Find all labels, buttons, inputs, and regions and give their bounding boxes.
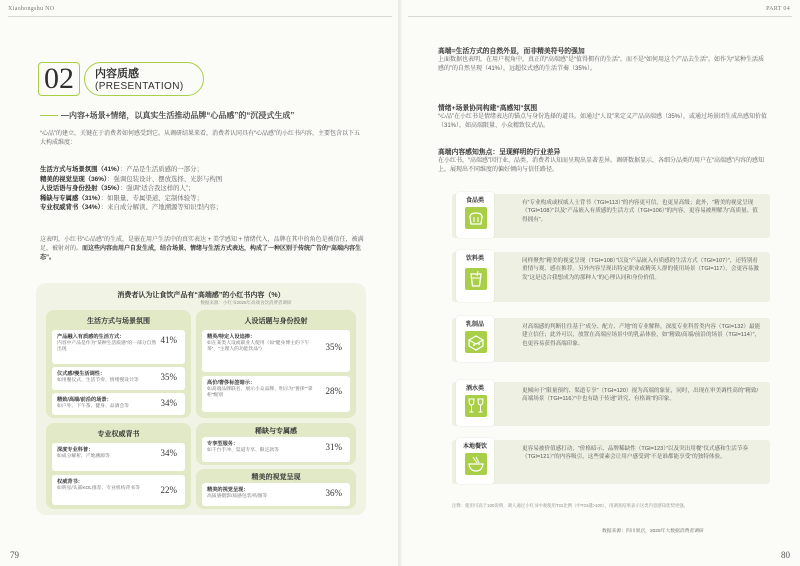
item-title: 专享型服务： [207,441,239,447]
category-text: 同样聚焦“精美的视觉呈现（TGI=108）”以及“产品嵌入有质感的生活方式（TGI=107）”，还特别看重情与观、感在推荐。另外内容呈现出特定职业或精英人群的使用场景（TGI=117），会更容易激发“这是适合我想成为的那种人”的心理认同和身份价值。 [522,258,759,281]
item-title: 权威背书： [57,479,83,485]
subhead-rule [40,115,58,116]
item-title: 精致/高端/前沿的场景： [57,397,112,403]
survey-figure [36,283,366,515]
wine-icon [465,395,487,417]
item-title: 深度专业科普： [57,447,94,453]
figure-item [52,330,185,364]
dimension-item: 稀缺与专属感（31%）：如限量、专属渠道、定制体验等； [40,194,203,202]
right-paragraph: “心品”在小红书是情绪表达的锚点与身份选择的道具。如通过“人设”来定义产品高端感（35%），或通过场景团生成出感知价值（31%），如高端限量、小众精致仪式品。 [438,114,768,129]
bread-icon [465,207,487,229]
right-heading: 高端内容感知焦点：呈现鲜明的行业差异 [438,149,561,156]
summary-plain: 这表明，小红书“心品感”的生成，是嵌在用户生活中的真实表达 + 美学感知 + 情绪代入，品牌在其中的角色是被信任，被满足，被射对的。 [40,237,364,252]
category-label: 酒水类 [465,386,484,392]
dimension-item: 生活方式与场景氛围（41%）：产品是生活质感的一部分； [40,166,203,173]
category-card [452,382,770,426]
subhead-text: —内容+场景+情绪，以真实生活推动品牌“心品感”的“沉浸式生成” [61,111,295,120]
section-subheading [40,110,294,121]
panel-authority [46,423,191,509]
category-label: 食品类 [465,198,484,204]
section-title-cn: 内容质感 [95,68,139,80]
category-icon-tile [456,192,494,238]
item-title: 精英/特定人设追捧： [207,334,256,340]
panel-header: 专业权威背书 [97,431,140,438]
item-percent: 41% [160,335,177,345]
panel-header: 稀缺与专属感 [255,428,297,435]
category-icon-tile [456,438,494,484]
right-heading: 高端=生活方式的自然外显，而非精美符号的强加 [438,48,585,55]
right-paragraph: 上面数据也表明，在用户视角中，真正的“高端感”是“值得拥有的生活”，而不是“如何用这个产品去生活”。如作为“某种生活质感的”的自然呈现（41%），远超仪式感的生活节奏（35%）。 [438,57,764,72]
item-percent: 31% [325,442,342,452]
panel-header: 人设话题与身份投射 [244,318,308,325]
bowl-icon [465,453,487,475]
section-number: 02 [38,62,80,96]
item-desc: 如明星/头部KOL推荐、专业机构背书等 [57,486,140,491]
category-icon-tile [456,380,494,426]
category-icon-tile [456,316,494,362]
summary-bold: 而这些内容由用户自发生成，结合场景、情绪与生活方式表达，构成了一种区别于传统广告的“高端内容生态”。 [40,246,362,261]
category-text: 更倾向于“限量预约、渠道专享”（TGI=120）视为高端的象征，同时，出现在审美调性高的“精致/高端场景（TGI=116）”中也有助于传递“讲究、有格调”的印象。 [522,388,759,403]
item-title: 高价/奢侈标签暗示： [207,380,256,386]
item-percent: 22% [160,485,177,495]
figure-item [202,483,350,506]
category-label: 乳制品 [465,322,484,328]
section-title [84,62,204,96]
category-card [452,440,770,484]
figure-item [202,330,350,372]
item-percent: 34% [160,448,177,458]
category-card [452,194,770,238]
item-percent: 34% [160,398,177,408]
item-title: 精美的视觉呈现： [207,487,249,493]
footnote: 注释：使用可高于100说明，调人通过小红书中观使用TGI比例（中TGI越>100），用调查结果表示这类内容感知优势更强。 [452,503,689,508]
item-desc: 如成分解析、产地溯源等 [57,454,110,459]
category-text: 更容易被价值感打动，“价格暗示、品牌稀缺性（TGI=123）”以及突出用餐“仪式感和生活节奏（TGI=121）”的内容吸引，这些要素会让用户感受到“不是谁都能享受”的独特体验。 [522,446,749,461]
right-paragraph: 在小红书，“高端感”因行业、品类、消费者认知而呈现出显著差异。调研数据显示，各细分品类的用户在“高端感”内容的感知上，展现出不同维度的偏好倾向与信任路径。 [438,158,764,173]
figure-item [52,475,185,505]
source-line: 数据来源：四川果店，2025年大数据消费者调研 [602,529,704,534]
item-desc: 高质感摄影/质感包装/构图等 [207,494,268,499]
cup-icon [465,268,487,290]
figure-item [52,393,185,415]
item-desc: 如高端品牌联名、展示小众品牌、明示为“奢侈”“掌柜”级别 [207,387,313,399]
category-text: 对高端感的判断往往基于“成分、配方、产地”的专业解释，深度专业科普类内容（TGI=132）最能建立信任；此外可以，放置在高端应场景中的乳品体验，如“精致/高端/前沿的场景（TGI=114）”，也更容易获得高端印象。 [522,324,761,347]
milk-icon [465,331,487,353]
category-label: 本地餐饮 [462,444,487,450]
panel-lifestyle [46,310,191,418]
item-percent: 36% [325,488,342,498]
figure-note: 数据来源：小红书2025年高端食饮消费者调研 [200,300,292,305]
page-number-left: 79 [10,550,19,560]
category-card [452,318,770,362]
category-card [452,252,770,302]
running-head-right: PART 04 [766,6,790,12]
item-percent: 35% [325,342,342,352]
header-rule-left [8,16,392,17]
page-gutter [398,0,402,566]
running-head-left: Xiaohongshu NO [8,6,55,12]
dimension-list [40,165,300,213]
summary-paragraph [40,236,365,263]
header-rule-right [408,16,792,17]
figure-title: 消费者认为让食饮产品有“高端感”的小红书内容（%） [117,292,285,299]
figure-item [202,437,350,462]
figure-item [52,367,185,390]
item-desc: 如户外、下午茶、健身、品酒会等 [57,404,129,409]
category-label: 饮料类 [465,256,484,262]
item-desc: 如千台手冲、渠道专享、限定款等 [207,448,279,453]
panel-visual [196,469,356,509]
dimension-item: 专业权威背书（34%）：来自成分解读、产地溯源等知识型内容； [40,204,223,211]
figure-item [202,376,350,412]
category-icon-tile [456,250,494,302]
item-title: 仪式感/慢生活调性： [57,371,106,377]
dimension-item: 精美的视觉呈现（36%）：强调包装设计、摆放选择、光影与构图 [40,175,223,183]
item-percent: 28% [325,386,342,396]
item-desc: 内容中产品是作为“某种生活质感”的一部分自然出现 [57,341,157,353]
panel-header: 精美的视觉呈现 [251,474,301,481]
panel-persona [196,310,356,418]
intro-paragraph: “心品”的建立，关键在于消费者如何感受到它。从调研结果来看，消费者认同具有“心品感”的小红书内容，主要包含以下五大构成维度： [40,131,360,146]
right-heading: 情绪+场景协同构建“高感知”氛围 [438,105,538,112]
page-number-right: 80 [781,550,790,560]
dimension-item: 人设话语与身份投射（35%）：强调“适合我这样的人”； [40,185,195,192]
item-desc: 如用餐仪式、生活节奏、情绪慢设计等 [57,378,139,383]
item-title: 产品融入有质感的生活方式： [57,334,125,340]
section-title-en: (PRESENTATION) [95,81,184,92]
panel-scarcity [196,423,356,465]
panel-header: 生活方式与场景氛围 [87,318,150,325]
item-desc: 如在某类人设或职业人使用（如“健身博主的下午茶”，“主理人的功能饮品”） [207,341,310,353]
figure-item [52,443,185,471]
item-percent: 35% [160,372,177,382]
category-text: 有“专业构成或权威人士背书（TGI=113）”的内容更可信，也更显高级；此外，“精美的视觉呈现（TGI=108）”以及“产品嵌入有质感的生活方式（TGI=106）”的内容，更容易被理解为“高质量、值得拥有”。 [522,200,758,223]
